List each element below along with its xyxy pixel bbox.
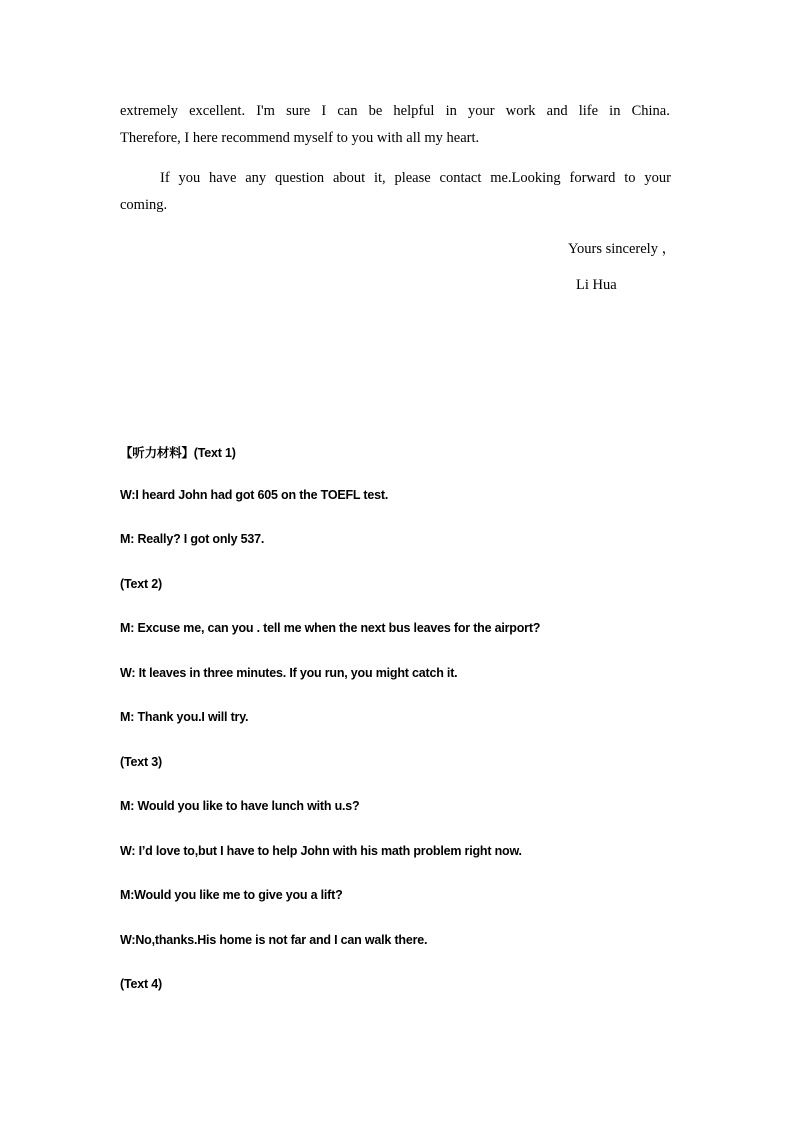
listening-line: W: I’d love to,but I have to help John with his math problem right now. [120,844,522,858]
letter-line-1 [120,103,670,120]
word: have [209,170,237,186]
word: to [624,170,636,186]
word: your [644,170,671,186]
word: question [274,170,325,186]
letter-signature: Li Hua [576,277,617,293]
word: forward [569,170,616,186]
word: extremely [120,103,178,119]
listening-line: M: Thank you.I will try. [120,710,249,724]
word: If [160,170,170,186]
word: I'm [256,103,275,119]
word: can [337,103,358,119]
listening-line: M: Would you like to have lunch with u.s? [120,799,360,813]
word: excellent. [189,103,246,119]
word: contact [439,170,482,186]
word: it, [373,170,386,186]
listening-section-label: (Text 4) [120,977,162,991]
listening-header: 【听力材料】(Text 1) [120,446,236,460]
listening-line: W: It leaves in three minutes. If you run, you might catch it. [120,666,458,680]
listening-line: W:I heard John had got 605 on the TOEFL test. [120,488,389,502]
word: helpful [393,103,435,119]
listening-section-label: (Text 3) [120,755,162,769]
word: China. [631,103,670,119]
word: in [609,103,621,119]
letter-para2-line-2: coming. [120,197,168,213]
word: life [578,103,599,119]
letter-para2-line-1 [160,170,671,187]
word: your [468,103,495,119]
word: and [546,103,568,119]
listening-line: M: Excuse me, can you . tell me when the next bus leaves for the airport? [120,621,541,635]
word: sure [286,103,311,119]
letter-line-2: Therefore, I here recommend myself to you with all my heart. [120,130,480,146]
word: be [368,103,383,119]
listening-line: M:Would you like me to give you a lift? [120,888,343,902]
word: in [445,103,457,119]
listening-line: M: Really? I got only 537. [120,532,265,546]
word: you [178,170,201,186]
word: about [332,170,366,186]
word: me.Looking [490,170,561,186]
letter-closing: Yours sincerely ， [568,241,677,257]
word: work [505,103,536,119]
listening-line: W:No,thanks.His home is not far and I can walk there. [120,933,428,947]
word: I [321,103,327,119]
word: please [394,170,431,186]
listening-section-label: (Text 2) [120,577,162,591]
word: any [245,170,267,186]
